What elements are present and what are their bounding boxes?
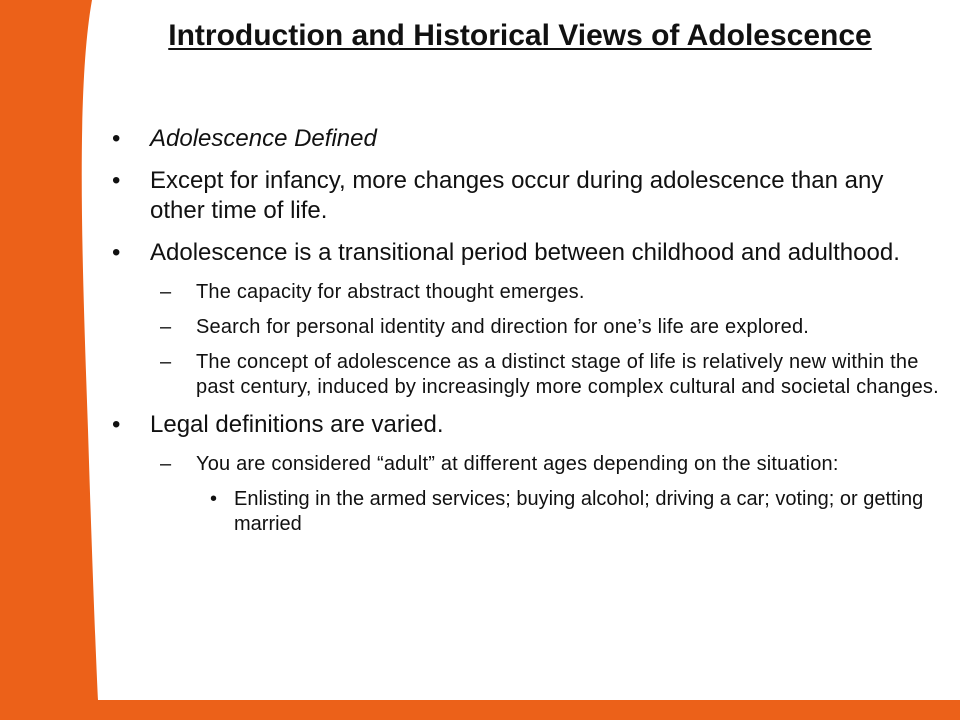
bullet-text: Except for infancy, more changes occur during adolescence than any other time of life. (150, 167, 884, 224)
dash-icon: – (160, 316, 172, 338)
sub-bullet-text: You are considered “adult” at different ages depending on the situation: (196, 453, 839, 475)
bullet-item (112, 410, 942, 440)
bullet-dot-icon: • (112, 239, 121, 266)
sub-bullet-text: Search for personal identity and direction for one’s life are explored. (196, 316, 810, 338)
dash-icon: – (160, 351, 172, 373)
sub-bullet-item (160, 452, 942, 477)
bullet-dot-icon: • (210, 488, 218, 510)
sub-bullet-text: The concept of adolescence as a distinct stage of life is relatively new within the past century, induced by increasingly more complex cultural and societal changes. (196, 351, 939, 398)
sub-bullet-text: The capacity for abstract thought emerges. (196, 281, 585, 303)
sub-bullet-item (160, 350, 942, 400)
bullet-text: Legal definitions are varied. (150, 411, 444, 438)
sub-bullet-item (160, 280, 942, 305)
sub-sub-bullet-item (210, 487, 942, 537)
sub-sub-bullet-text: Enlisting in the armed services; buying alcohol; driving a car; voting; or getting married (234, 488, 924, 535)
bullet-dot-icon: • (112, 125, 121, 152)
slide-content (112, 124, 942, 543)
sub-bullet-item (160, 315, 942, 340)
bullet-text: Adolescence Defined (150, 125, 377, 152)
dash-icon: – (160, 453, 172, 475)
bullet-text: Adolescence is a transitional period between childhood and adulthood. (150, 239, 900, 266)
slide-title: Introduction and Historical Views of Adolescence (168, 19, 872, 52)
dash-icon: – (160, 281, 172, 303)
bullet-item (112, 238, 942, 268)
bullet-dot-icon: • (112, 167, 121, 194)
bullet-item (112, 166, 942, 226)
bullet-dot-icon: • (112, 411, 121, 438)
bullet-item (112, 124, 942, 154)
